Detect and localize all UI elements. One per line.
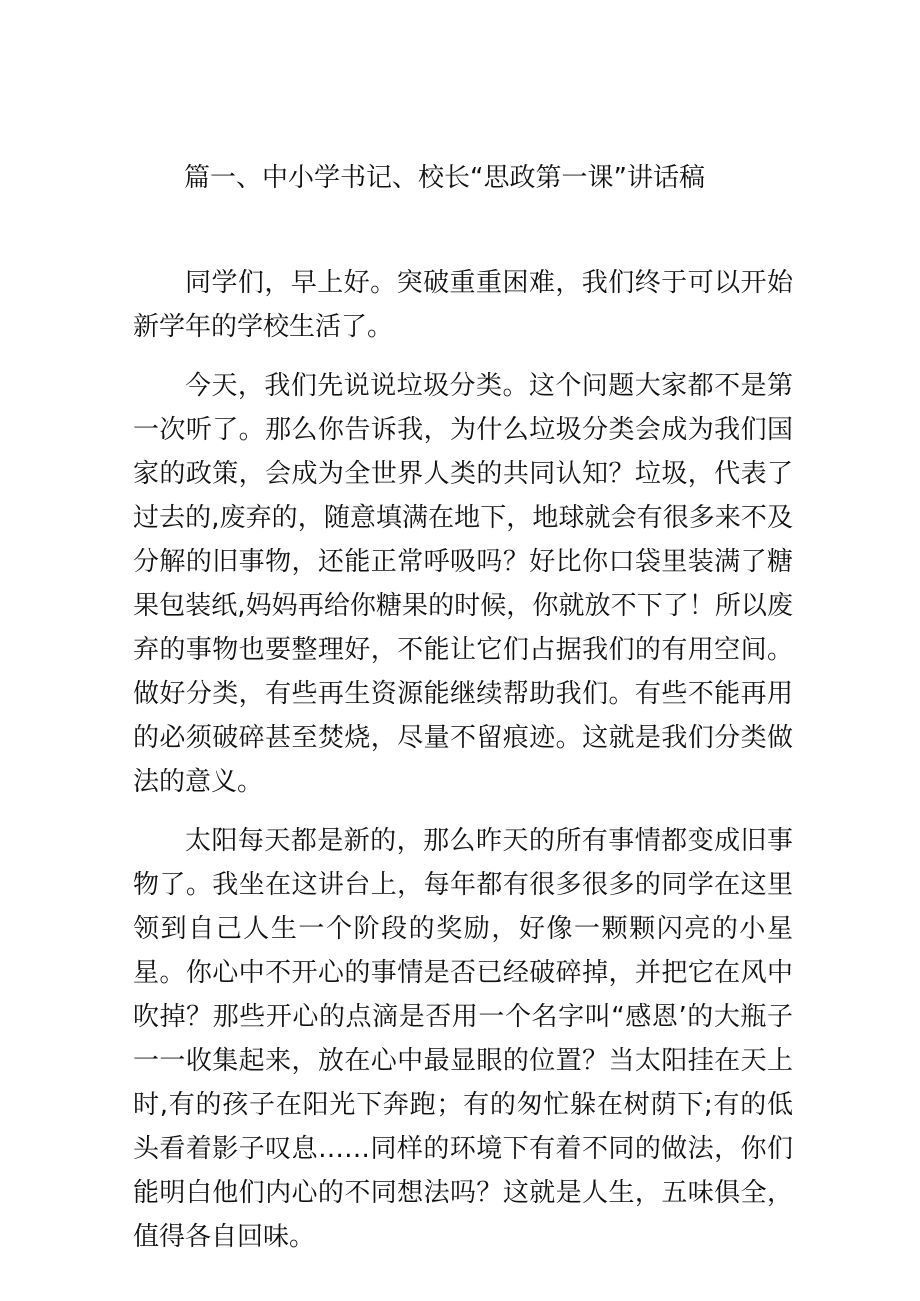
paragraph-greeting: 同学们，早上好。突破重重困难，我们终于可以开始新学年的学校生活了。 bbox=[133, 268, 793, 342]
paragraph-sun-reflection: 太阳每天都是新的，那么昨天的所有事情都变成旧事物了。我坐在这讲台上，每年都有很多很多的同学在这里领到自己人生一个阶段的奖励，好像一颗颗闪亮的小星星。你心中不开心的事情是否已经破碎掉，并把它在风中吹掉？那些开心的点滴是否用一个名字叫“感恩’的大瓶子一一收集起来，放在心中最显眼的位置？当太阳挂在天上时,有的孩子在阳光下奔跑；有的匆忙躲在树荫下;有的低头看着影子叹息……同样的环境下有着不同的做法，你们能明白他们内心的不同想法吗？这就是人生，五味俱全，值得各自回味。 bbox=[133, 826, 793, 1252]
paragraph-garbage-sorting: 今天，我们先说说垃圾分类。这个问题大家都不是第一次听了。那么你告诉我，为什么垃圾分类会成为我们国家的政策，会成为全世界人类的共同认知？垃圾，代表了过去的,废弃的，随意填满在地下，地球就会有很多来不及分解的旧事物，还能正常呼吸吗？好比你口袋里装满了糖果包装纸,妈妈再给你糖果的时候，你就放不下了！所以废弃的事物也要整理好，不能让它们占据我们的有用空间。做好分类，有些再生资源能继续帮助我们。有些不能再用的必须破碎甚至焚烧，尽量不留痕迹。这就是我们分类做法的意义。 bbox=[133, 371, 793, 797]
document-body bbox=[133, 261, 793, 1274]
document-title: 篇一、中小学书记、校长“思政第一课”讲话稿 bbox=[184, 163, 705, 193]
